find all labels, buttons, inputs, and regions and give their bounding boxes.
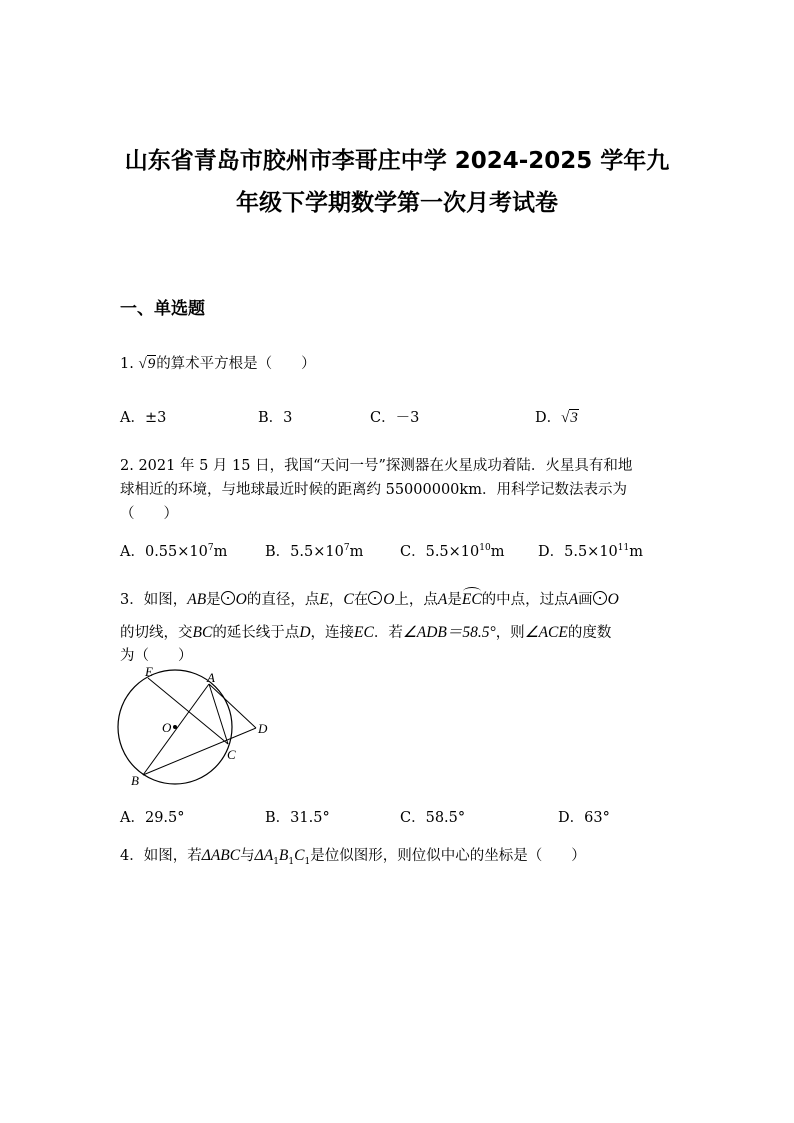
title-line-1: 山东省青岛市胶州市李哥庄中学 2024-2025 学年九 — [124, 148, 670, 174]
q1-number: 1. — [120, 356, 134, 372]
q3-option-b[interactable]: B．31.5° — [265, 810, 330, 826]
circle-geometry-figure — [115, 664, 280, 789]
q3-line-2: 的切线，交BC的延长线于点D，连接EC．若∠ADB＝58.5°，则∠ACE的度数 — [120, 624, 612, 641]
sqrt-3: √3 — [561, 410, 578, 426]
q1-text: 的算术平方根是（ ） — [156, 356, 316, 372]
q2-option-d[interactable]: D．$5.5\times 10^{11}m$ — [538, 543, 643, 560]
label-o: O — [162, 720, 172, 735]
sqrt-9: √9 — [138, 356, 156, 372]
center-point — [173, 725, 177, 729]
q2-option-a[interactable]: A．$0.55\times 10^7m$ — [120, 543, 228, 560]
q2-option-c[interactable]: C．$5.5\times 10^{10}m$ — [400, 543, 505, 560]
q1-option-c[interactable]: C．－3 — [370, 410, 420, 426]
question-1 — [120, 352, 316, 373]
q2-line-3: （ ） — [120, 506, 178, 522]
q2-line-2: 球相近的环境，与地球最近时候的距离约 55000000km．用科学记数法表示为 — [120, 482, 627, 498]
circle-dot-icon — [368, 591, 382, 605]
question-4: 4．如图，若ΔABC与$\Delta A_1B_1C_1$是位似图形，则位似中心的坐标是（ ） — [120, 847, 586, 867]
q1-option-b[interactable]: B．3 — [258, 410, 293, 426]
label-d: D — [258, 721, 268, 736]
q3-option-c[interactable]: C．58.5° — [400, 810, 466, 826]
circle-dot-icon — [221, 591, 235, 605]
q3-option-a[interactable]: A．29.5° — [120, 810, 185, 826]
q3-option-d[interactable]: D．63° — [558, 810, 610, 826]
q1-option-a[interactable]: A．±3 — [120, 410, 167, 426]
label-b: B — [131, 773, 139, 788]
title-line-2: 年级下学期数学第一次月考试卷 — [236, 190, 558, 216]
circle-dot-icon — [593, 591, 607, 605]
section-heading: 一、单选题 — [120, 299, 205, 319]
label-e: E — [145, 664, 153, 679]
q3-line-1: 3．如图，AB是 O的直径，点E，C在 O上，点A是EC的中点，过点A画 O — [120, 591, 619, 608]
label-c: C — [227, 747, 236, 762]
arc-ec: EC — [461, 591, 482, 608]
q1-option-d[interactable]: D．√3 — [535, 410, 578, 426]
q2-option-b[interactable]: B．$5.5\times 10^7m$ — [265, 543, 364, 560]
label-a: A — [207, 670, 215, 685]
q3-line-3: 为（ ） — [120, 648, 193, 664]
exam-title — [80, 140, 714, 224]
q2-line-1: 2. 2021 年 5 月 15 日，我国“天问一号”探测器在火星成功着陆．火星具有和地 — [120, 458, 633, 474]
